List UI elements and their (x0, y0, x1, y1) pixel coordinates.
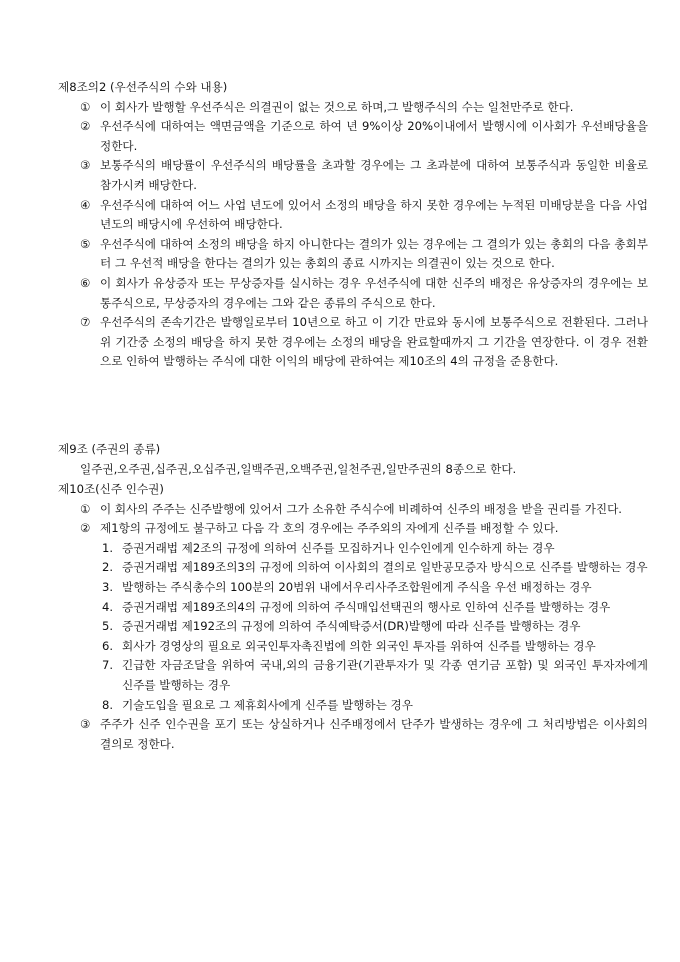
paragraph-mark: ③ (80, 158, 91, 173)
paragraph-4 (80, 196, 648, 235)
item-text: 증권거래법 제2조의 규정에 의하여 신주를 모집하거나 인수인에게 인수하게 하는 경우 (122, 540, 555, 555)
paragraph-text: 우선주식에 대하여는 액면금액을 기준으로 하여 년 9%이상 20%이내에서 발행시에 이사회가 우선배당율을 정한다. (100, 119, 648, 153)
list-item (102, 637, 648, 657)
article-8-2 (58, 78, 648, 372)
paragraph-3 (80, 156, 648, 195)
list-item (102, 558, 648, 578)
article-body: 일주권,오주권,십주권,오십주권,일백주권,오백주권,일천주권,일만주권의 8종으로 한다. (80, 461, 517, 476)
item-text: 증권거래법 제192조의 규정에 의하여 주식예탁증서(DR)발행에 따라 신주를 발행하는 경우 (122, 619, 581, 634)
paragraph-1 (80, 98, 648, 118)
paragraph-text: 이 회사의 주주는 신주발행에 있어서 그가 소유한 주식수에 비례하여 신주의 배정을 받을 권리를 가진다. (100, 501, 622, 516)
article-9 (58, 440, 648, 479)
paragraph-text: 우선주식의 존속기간은 발행일로부터 10년으로 하고 이 기간 만료와 동시에 보통주식으로 전환된다. 그러나 위 기간중 소정의 배당을 하지 못한 경우에는 소정의 배당을 완료할때까지 그 기간을 연장한다. 이 경우 전환으로 인하여 발행하는 주식에 대한 이익의 배당에 관하여는 제10조의 4의 규정을 준용한다. (100, 315, 648, 369)
item-number: 5. (102, 619, 114, 634)
list-item (102, 578, 648, 598)
paragraph-5 (80, 235, 648, 274)
paragraph-mark: ⑦ (80, 315, 91, 330)
list-item (102, 617, 648, 637)
paragraph-3 (80, 715, 648, 754)
article-heading: 제8조의2 (우선주식의 수와 내용) (58, 80, 228, 94)
list-item (102, 539, 648, 559)
article-heading: 제9조 (주권의 종류) (58, 442, 161, 456)
paragraph-text: 보통주식의 배당률이 우선주식의 배당률을 초과할 경우에는 그 초과분에 대하여 보통주식과 동일한 비율로 참가시켜 배당한다. (100, 158, 648, 192)
list-item (102, 656, 648, 695)
paragraph-mark: ③ (80, 717, 91, 732)
item-number: 3. (102, 579, 114, 594)
item-number: 4. (102, 599, 114, 614)
numbered-list (80, 539, 648, 715)
item-number: 8. (102, 697, 114, 712)
item-number: 7. (102, 658, 114, 673)
item-text: 기술도입을 필요로 그 제휴회사에게 신주를 발행하는 경우 (122, 697, 413, 712)
item-text: 증권거래법 제189조의3의 규정에 의하여 이사회의 결의로 일반공모증자 방식으로 신주를 발행하는 경우 (122, 560, 648, 575)
item-text: 회사가 경영상의 필요로 외국인투자촉진법에 의한 외국인 투자를 위하여 신주를 발행하는 경우 (122, 638, 596, 653)
paragraph-2 (80, 117, 648, 156)
paragraph-mark: ② (80, 119, 91, 134)
paragraph-mark: ① (80, 99, 91, 114)
paragraph-mark: ② (80, 521, 91, 536)
paragraph-mark: ⑥ (80, 275, 91, 290)
article-10 (58, 480, 648, 754)
paragraph-text: 우선주식에 대하여 어느 사업 년도에 있어서 소정의 배당을 하지 못한 경우에는 누적된 미배당분을 다음 사업 년도의 배당시에 우선하여 배당한다. (100, 197, 648, 232)
paragraph-text: 제1항의 규정에도 불구하고 다음 각 호의 경우에는 주주외의 자에게 신주를 배정할 수 있다. (100, 521, 559, 536)
article-heading: 제10조(신주 인수권) (58, 482, 164, 496)
paragraph-text: 우선주식에 대하여 소정의 배당을 하지 아니한다는 결의가 있는 경우에는 그 결의가 있는 총회의 다음 총회부터 그 우선적 배당을 한다는 결의가 있는 총회의 종료 시까지는 의결권이 있는 것으로 한다. (100, 236, 648, 271)
item-number: 1. (102, 540, 114, 555)
item-text: 발행하는 주식총수의 100분의 20범위 내에서우리사주조합원에게 주식을 우선 배정하는 경우 (122, 579, 592, 594)
item-number: 6. (102, 638, 114, 653)
paragraph-text: 이 회사가 유상증자 또는 무상증자를 실시하는 경우 우선주식에 대한 신주의 배정은 유상증자의 경우에는 보통주식으로, 무상증자의 경우에는 그와 같은 종류의 주식으로 한다. (100, 275, 648, 310)
paragraph-mark: ① (80, 501, 91, 516)
item-text: 긴급한 자금조달을 위하여 국내,외의 금융기관(기관투자가 및 각종 연기금 포함) 및 외국인 투자자에게 신주를 발행하는 경우 (122, 658, 648, 692)
item-number: 2. (102, 560, 114, 575)
paragraph-7 (80, 313, 648, 372)
list-item (102, 696, 648, 716)
paragraph-2 (80, 519, 648, 539)
paragraph-mark: ⑤ (80, 236, 91, 251)
paragraph-1 (80, 500, 648, 520)
list-item (102, 598, 648, 618)
paragraph-mark: ④ (80, 197, 91, 212)
paragraph-6 (80, 274, 648, 313)
paragraph-text: 이 회사가 발행할 우선주식은 의결권이 없는 것으로 하며,그 발행주식의 수는 일천만주로 한다. (100, 99, 574, 114)
item-text: 증권거래법 제189조의4의 규정에 의하여 주식매입선택권의 행사로 인하여 신주를 발행하는 경우 (122, 599, 611, 614)
paragraph-text: 주주가 신주 인수권을 포기 또는 상실하거나 신주배정에서 단주가 발생하는 경우에 그 처리방법은 이사회의 결의로 정한다. (100, 717, 648, 751)
